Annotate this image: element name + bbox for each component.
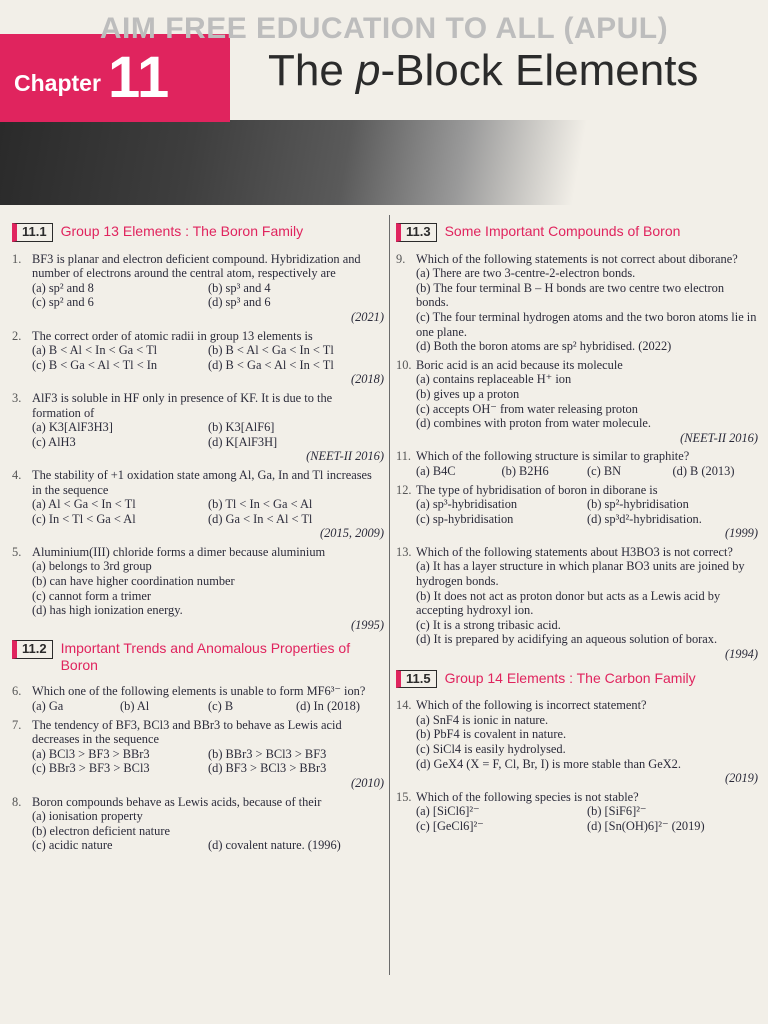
section-number: 11.2 (12, 640, 53, 659)
option: (a) Ga (32, 699, 64, 714)
chapter-title-pre: The (268, 46, 357, 95)
question (12, 329, 384, 387)
option: (c) SiCl4 is easily hydrolysed. (416, 742, 566, 756)
section-header (396, 670, 758, 689)
option: (b) sp²-hybridisation (587, 497, 689, 512)
option: (c) [GeCl6]²⁻ (416, 818, 484, 833)
chapter-title-italic: p (356, 46, 381, 95)
section-header (12, 640, 384, 674)
chapter-title-post: -Block Elements (380, 46, 699, 95)
options-list (416, 559, 758, 647)
option: (c) In < Tl < Ga < Al (32, 511, 136, 526)
year-tag: (2015, 2009) (319, 526, 384, 541)
option: (c) It is a strong tribasic acid. (416, 617, 561, 632)
question (12, 795, 384, 853)
question-body (32, 795, 384, 853)
question-number: 1. (12, 251, 22, 266)
question (396, 790, 758, 834)
year-tag: (1995) (350, 617, 384, 632)
options-list (416, 713, 758, 771)
right-column (396, 215, 758, 838)
options-list (32, 497, 384, 526)
option: (c) sp-hybridisation (416, 511, 514, 526)
question-body (416, 545, 758, 662)
question-number: 13. (396, 544, 412, 559)
section-number: 11.3 (396, 223, 437, 242)
question-text: Which of the following statements about H3BO3 is not correct? (416, 544, 733, 559)
option: (a) Al < Ga < In < Tl (32, 497, 136, 512)
chapter-number: 11 (108, 45, 170, 110)
options-list (416, 266, 758, 354)
question-text: Aluminium(III) chloride forms a dimer because aluminium (32, 544, 326, 559)
question-text: Which of the following species is not stable? (416, 789, 639, 804)
question (396, 483, 758, 541)
question-number: 4. (12, 467, 22, 482)
question-text: Which of the following structure is similar to graphite? (416, 449, 690, 464)
question-number: 12. (396, 482, 412, 497)
question-number: 15. (396, 789, 412, 804)
year-tag: (NEET-II 2016) (680, 430, 758, 445)
option (208, 824, 384, 839)
question (396, 698, 758, 786)
option: (b) BBr3 > BCl3 > BF3 (208, 746, 327, 761)
option: (b) PbF4 is covalent in nature. (416, 727, 567, 742)
options-list (416, 804, 758, 833)
watermark: AIM FREE EDUCATION TO ALL (APUL) (99, 12, 669, 45)
option: (b) K3[AlF6] (208, 420, 275, 435)
section-header (396, 223, 758, 242)
option: (a) SnF4 is ionic in nature. (416, 712, 549, 727)
option: (d) Ga < In < Al < Tl (208, 511, 313, 526)
question-body (416, 358, 758, 446)
section-header (12, 223, 384, 242)
option: (a) [SiCl6]²⁻ (416, 804, 480, 819)
option: (c) B (208, 699, 234, 714)
question-body (416, 449, 758, 478)
option: (a) contains replaceable H⁺ ion (416, 372, 572, 387)
question (396, 545, 758, 662)
option: (d) [Sn(OH)6]²⁻ (2019) (587, 818, 705, 833)
question-number: 2. (12, 328, 22, 343)
question-number: 11. (396, 449, 412, 464)
question-body (416, 252, 758, 354)
option: (b) sp³ and 4 (208, 280, 271, 295)
question-number: 10. (396, 357, 412, 372)
option: (b) B2H6 (501, 463, 549, 478)
options-list (32, 747, 384, 776)
question-text: The tendency of BF3, BCl3 and BBr3 to behave as Lewis acid decreases in the sequence (32, 717, 342, 747)
option: (c) sp² and 6 (32, 295, 94, 310)
option: (d) Both the boron atoms are sp² hybridised. (2022) (416, 339, 672, 354)
option: (c) AlH3 (32, 434, 76, 449)
option: (b) The four terminal B – H bonds are two centre two electron bonds. (416, 280, 725, 310)
column-divider (389, 215, 390, 975)
question-text: Which one of the following elements is unable to form MF6³⁻ ion? (32, 684, 366, 699)
option: (c) accepts OH⁻ from water releasing proton (416, 401, 638, 416)
question (396, 358, 758, 446)
option: (a) K3[AlF3H3] (32, 420, 113, 435)
chapter-title (268, 46, 698, 96)
option: (c) The four terminal hydrogen atoms and the two boron atoms lie in one plane. (416, 309, 757, 339)
year-tag: (NEET-II 2016) (306, 449, 384, 464)
section-title: Group 14 Elements : The Carbon Family (444, 669, 696, 686)
year-tag: (2021) (350, 309, 384, 324)
options-list (32, 559, 384, 617)
option: (a) It has a layer structure in which planar BO3 units are joined by hydrogen bonds. (416, 559, 745, 589)
question-number: 7. (12, 717, 22, 732)
question-body (416, 483, 758, 541)
section-number: 11.1 (12, 223, 53, 242)
option: (b) Tl < In < Ga < Al (208, 497, 313, 512)
options-list (416, 497, 758, 526)
question-number: 3. (12, 390, 22, 405)
option: (d) B < Ga < Al < In < Tl (208, 357, 334, 372)
question (12, 391, 384, 464)
options-list (32, 809, 384, 853)
question-number: 9. (396, 251, 406, 266)
year-tag: (2010) (350, 776, 384, 790)
year-tag: (2019) (724, 771, 758, 786)
option: (a) B < Al < In < Ga < Tl (32, 343, 158, 358)
option: (b) electron deficient nature (32, 823, 170, 838)
question-number: 14. (396, 698, 412, 713)
option: (d) It is prepared by acidifying an aqueous solution of borax. (416, 632, 718, 647)
year-tag: (1994) (724, 647, 758, 662)
option: (d) B (2013) (672, 463, 735, 478)
option: (d) has high ionization energy. (32, 603, 183, 618)
question-number: 8. (12, 794, 22, 809)
option (208, 809, 384, 824)
option: (a) BCl3 > BF3 > BBr3 (32, 746, 150, 761)
option: (b) can have higher coordination number (32, 574, 235, 589)
option: (d) combines with proton from water molecule. (416, 416, 652, 431)
question-text: Which of the following statements is not correct about diborane? (416, 251, 738, 266)
option: (b) gives up a proton (416, 386, 520, 401)
options-list (32, 420, 384, 449)
option: (a) sp² and 8 (32, 280, 94, 295)
section-number: 11.5 (396, 670, 437, 689)
question-number: 5. (12, 544, 22, 559)
question-number: 6. (12, 684, 22, 699)
option: (b) Al (120, 699, 150, 714)
option: (a) sp³-hybridisation (416, 497, 518, 512)
option: (d) In (2018) (296, 699, 360, 714)
options-list (32, 699, 384, 714)
option: (d) sp³ and 6 (208, 295, 271, 310)
option: (c) B < Ga < Al < Tl < In (32, 357, 158, 372)
question (396, 449, 758, 478)
option: (a) There are two 3-centre-2-electron bonds. (416, 266, 636, 281)
question (12, 468, 384, 541)
question-body (32, 468, 384, 541)
options-list (416, 464, 758, 479)
option: (c) acidic nature (32, 838, 113, 853)
question (396, 252, 758, 354)
question-body (32, 391, 384, 464)
question (12, 684, 384, 713)
option: (b) It does not act as proton donor but acts as a Lewis acid by accepting hydroxyl ion. (416, 588, 721, 618)
option: (d) GeX4 (X = F, Cl, Br, I) is more stable than GeX2. (416, 756, 681, 771)
question-body (32, 329, 384, 387)
option: (d) BF3 > BCl3 > BBr3 (208, 761, 327, 776)
question (12, 718, 384, 791)
question-body (416, 698, 758, 786)
chapter-word: Chapter (14, 70, 101, 96)
chapter-label-box (0, 34, 230, 122)
option: (d) sp³d²-hybridisation. (587, 511, 702, 526)
section-title: Some Important Compounds of Boron (444, 223, 681, 239)
question-body (416, 790, 758, 834)
question-text: Boron compounds behave as Lewis acids, because of their (32, 794, 322, 809)
question-body (32, 684, 384, 713)
year-tag: (2018) (350, 372, 384, 387)
options-list (416, 372, 758, 430)
option: (b) [SiF6]²⁻ (587, 804, 647, 819)
option: (b) B < Al < Ga < In < Tl (208, 343, 334, 358)
question-text: Boric acid is an acid because its molecule (416, 357, 623, 372)
question-text: The correct order of atomic radii in group 13 elements is (32, 328, 313, 343)
option: (c) BN (587, 463, 622, 478)
question (12, 545, 384, 633)
section-title: Important Trends and Anomalous Properties of Boron (60, 640, 351, 674)
question-text: AlF3 is soluble in HF only in presence of KF. It is due to the formation of (32, 390, 333, 420)
option: (d) covalent nature. (1996) (208, 838, 341, 853)
option: (d) K[AlF3H] (208, 434, 278, 449)
option: (c) BBr3 > BF3 > BCl3 (32, 761, 150, 776)
question-body (32, 718, 384, 791)
section-title: Group 13 Elements : The Boron Family (60, 223, 304, 239)
question-text: The stability of +1 oxidation state among Al, Ga, In and Tl increases in the sequence (32, 467, 372, 497)
left-column (12, 215, 384, 857)
question-text: Which of the following is incorrect statement? (416, 698, 647, 713)
option: (c) cannot form a trimer (32, 588, 152, 603)
option: (a) B4C (416, 463, 456, 478)
option: (a) belongs to 3rd group (32, 559, 152, 574)
year-tag: (1999) (724, 526, 758, 541)
question-text: The type of hybridisation of boron in diborane is (416, 482, 658, 497)
question-body (32, 252, 384, 325)
banner-decorative-art (0, 120, 768, 205)
question (12, 252, 384, 325)
question-text: BF3 is planar and electron deficient compound. Hybridization and number of electrons around the central atom, respectively are (32, 251, 361, 281)
options-list (32, 281, 384, 310)
option: (a) ionisation property (32, 809, 143, 824)
options-list (32, 343, 384, 372)
question-body (32, 545, 384, 633)
